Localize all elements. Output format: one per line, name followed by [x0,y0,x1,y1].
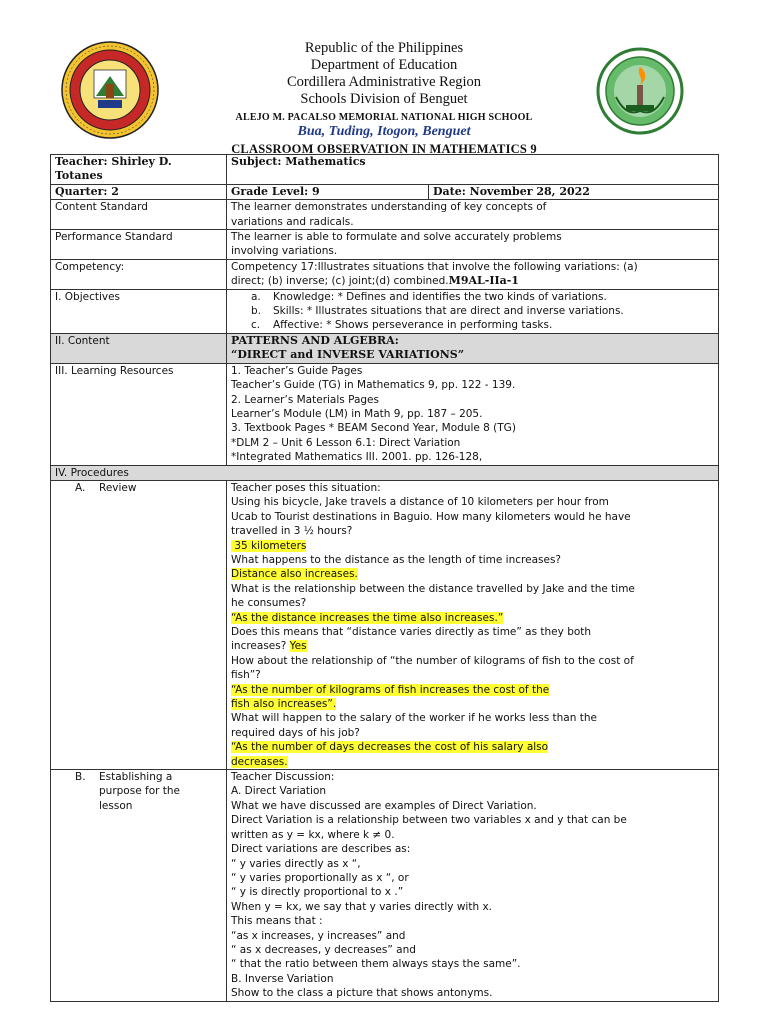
list-marker: b. [251,305,262,318]
text-line: PATTERNS AND ALGEBRA: [231,333,399,347]
text-line: Using his bicycle, Jake travels a distance of 10 kilometers per hour from [231,496,609,509]
label-text: purpose for the [99,785,181,798]
text-line: B. Inverse Variation [231,972,334,985]
row-label: II. Content [51,333,227,363]
letterhead [0,40,768,157]
text-line: “ that the ratio between them always stays the same”. [231,958,521,971]
highlighted-answer: Yes [289,640,307,653]
text-line: Ucab to Tourist destinations in Baguio. How many kilometers would he have [231,510,631,523]
text-line: Does this means that “distance varies directly as time” as they both [231,626,592,638]
text-line: Direct Variation is a relationship between two variables x and y that can be [231,814,627,827]
highlighted-answer: fish also increases”. [231,698,337,711]
text-line [231,567,714,581]
list-marker: A. [75,481,86,494]
review-label [75,481,222,495]
text-line: “ y varies directly as x “, [231,857,361,870]
text-line: *DLM 2 – Unit 6 Lesson 6.1: Direct Variation [231,436,461,449]
row-label: Content Standard [51,200,227,230]
row-content [227,333,719,363]
text-line [231,611,714,625]
text-line: required days of his job? [231,726,360,739]
highlighted-answer: “As the distance increases the time also increases.” [231,611,504,624]
list-text: Skills: * Illustrates situations that are direct and inverse variations. [273,305,624,318]
text-line: 2. Learner’s Materials Pages [231,393,379,406]
document-title: CLASSROOM OBSERVATION IN MATHEMATICS 9 [231,142,537,156]
table-row [51,465,719,480]
row-label: I. Objectives [51,289,227,333]
text-line: This means that : [231,915,323,928]
row-content [227,480,719,769]
list-item [249,304,714,318]
list-text: Affective: * Shows perseverance in performing tasks. [273,319,553,332]
table-row [51,770,719,1002]
list-marker: c. [251,319,261,332]
highlighted-answer: “As the number of kilograms of fish increases the cost of the [231,683,550,696]
procedures-heading: IV. Procedures [51,465,719,480]
text-line: he consumes? [231,597,307,610]
text-line: Show to the class a picture that shows antonyms. [231,987,493,1000]
text-line: “as x increases, y increases” and [231,929,406,942]
row-content [227,770,719,1002]
table-row [51,259,719,289]
text-line: written as y = kx, where k ≠ 0. [231,828,395,841]
text-line: *Integrated Mathematics III. 2001. pp. 126-128, [231,451,483,464]
highlighted-answer: 35 kilometers [231,539,307,552]
text-line: travelled in 3 ½ hours? [231,525,353,538]
subject-cell: Subject: Mathematics [227,155,719,185]
text-line: A. Direct Variation [231,785,327,798]
text-line: What we have discussed are examples of Direct Variation. [231,799,537,812]
table-row [51,230,719,260]
text-line: “DIRECT and INVERSE VARIATIONS” [231,348,465,362]
row-label [51,480,227,769]
row-content [227,289,719,333]
text-line: fish”? [231,669,261,682]
text-line: What is the relationship between the distance travelled by Jake and the time [231,582,635,595]
text-line: “ as x decreases, y decreases” and [231,943,416,956]
text-line: “ y is directly proportional to x .” [231,886,404,899]
text-line [231,697,714,711]
competency-code: M9AL-IIa-1 [448,274,519,288]
table-row [51,333,719,363]
letterhead-region: Cordillera Administrative Region [286,74,482,90]
highlighted-answer: Distance also increases. [231,568,358,581]
row-label: Performance Standard [51,230,227,260]
row-label: III. Learning Resources [51,363,227,465]
school-name: ALEJO M. PACALSO MEMORIAL NATIONAL HIGH SCHOOL [235,112,533,123]
objectives-list [231,290,714,333]
teacher-cell: Teacher: Shirley D. Totanes [51,155,227,185]
date-cell: Date: November 28, 2022 [429,184,719,199]
text-line [231,755,714,769]
letterhead-republic: Republic of the Philippines [304,40,464,56]
letterhead-division: Schools Division of Benguet [300,91,468,107]
text-line [231,740,714,754]
text-line: 1. Teacher’s Guide Pages [231,364,363,377]
text-line: What happens to the distance as the length of time increases? [231,553,561,566]
school-address: Bua, Tuding, Itogon, Benguet [297,124,471,139]
text-line: The learner demonstrates understanding of key concepts of [231,201,547,214]
list-text: Knowledge: * Defines and identifies the two kinds of variations. [273,290,607,303]
table-row [51,184,719,199]
label-text: Establishing a [99,771,173,784]
text-line: Learner’s Module (LM) in Math 9, pp. 187 – 205. [231,407,483,420]
text-line: “ y varies proportionally as x “, or [231,871,409,884]
label-text: Review [99,481,137,494]
list-item [249,290,714,304]
row-content [227,230,719,260]
grade-cell: Grade Level: 9 [227,184,429,199]
table-row [51,480,719,769]
purpose-label [75,770,222,813]
text-span: direct; (b) inverse; (c) joint;(d) combined. [231,275,449,288]
text-line: What will happen to the salary of the worker if he works less than the [231,712,597,725]
text-line [231,274,714,288]
quarter-cell: Quarter: 2 [51,184,227,199]
text-line: Teacher’s Guide (TG) in Mathematics 9, pp. 122 - 139. [231,379,516,392]
list-item [249,318,714,332]
text-line [231,683,714,697]
text-line: 3. Textbook Pages * BEAM Second Year, Module 8 (TG) [231,422,516,435]
table-row [51,289,719,333]
text-line: involving variations. [231,245,338,258]
table-row [51,155,719,185]
highlighted-answer: “As the number of days decreases the cost of his salary also [231,741,549,754]
row-label [51,770,227,1002]
table-row [51,363,719,465]
row-content [227,200,719,230]
table-row [51,200,719,230]
text-line: When y = kx, we say that y varies directly with x. [231,900,493,913]
row-label: Competency: [51,259,227,289]
text-line: How about the relationship of “the number of kilograms of fish to the cost of [231,654,634,667]
text-line: Competency 17:Illustrates situations that involve the following variations: (a) [231,260,638,273]
text-line: Direct variations are describes as: [231,843,411,856]
text-line [231,639,714,653]
text-line [231,539,714,553]
text-line: The learner is able to formulate and solve accurately problems [231,231,562,244]
list-marker: B. [75,771,86,784]
row-content [227,363,719,465]
text-span: increases? [231,640,290,653]
observation-table [50,154,719,1002]
list-marker: a. [251,290,261,303]
text-line: Teacher poses this situation: [231,481,381,494]
letterhead-deped: Department of Education [310,57,458,73]
text-line: variations and radicals. [231,215,354,228]
row-content [227,259,719,289]
label-text: lesson [99,799,133,812]
text-line: Teacher Discussion: [231,771,335,784]
highlighted-answer: decreases. [231,755,288,768]
